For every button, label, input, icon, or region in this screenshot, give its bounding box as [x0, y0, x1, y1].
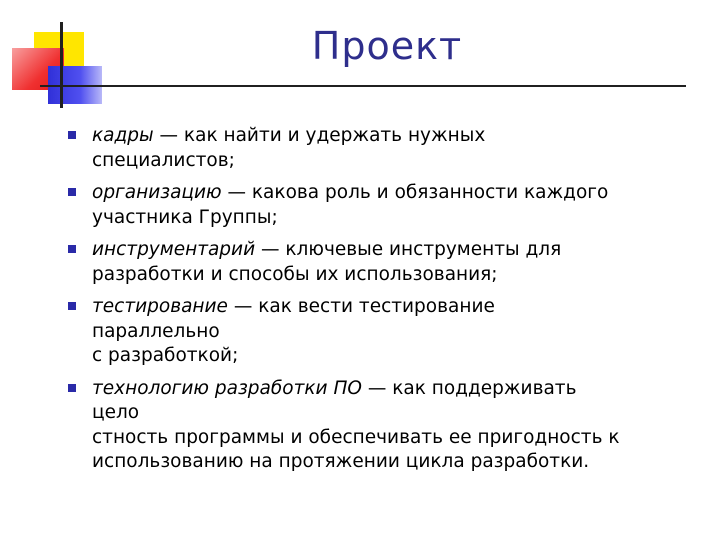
item-term: технологию разработки ПО — [92, 377, 362, 399]
list-item — [66, 238, 716, 287]
item-term: организацию — [92, 182, 222, 203]
item-text: использованию на протяжении цикла разработки. — [92, 451, 590, 472]
list-item — [66, 295, 716, 369]
item-text: с разработкой; — [92, 345, 239, 366]
square-bullet-icon — [68, 188, 76, 196]
list-item — [66, 377, 716, 475]
item-term: инструментарий — [92, 239, 256, 260]
list-item — [66, 181, 716, 230]
horizontal-rule — [40, 85, 686, 87]
square-bullet-icon — [68, 245, 76, 253]
item-text: — как поддерживать — [367, 377, 577, 399]
list-item — [66, 124, 716, 173]
item-term: тестирование — [92, 296, 228, 317]
item-text: — ключевые инструменты для — [261, 239, 562, 260]
item-text: — какова роль и обязанности каждого — [227, 182, 609, 203]
item-text: специалистов; — [92, 149, 235, 171]
item-text: — как найти и удержать нужных — [159, 125, 486, 146]
item-text: — как вести тестирование — [233, 296, 495, 317]
item-text: цело — [92, 402, 140, 423]
slide-title: Проект — [311, 24, 463, 68]
item-term: кадры — [92, 125, 154, 146]
item-text: участника Группы; — [92, 206, 278, 228]
square-bullet-icon — [68, 384, 76, 392]
item-text: параллельно — [92, 320, 220, 342]
square-bullet-icon — [68, 131, 76, 139]
bullet-list — [66, 124, 716, 483]
item-text: разработки и способы их использования; — [92, 263, 498, 285]
item-text: стность программы и обеспечивать ее пригодность к — [92, 426, 620, 448]
square-bullet-icon — [68, 302, 76, 310]
